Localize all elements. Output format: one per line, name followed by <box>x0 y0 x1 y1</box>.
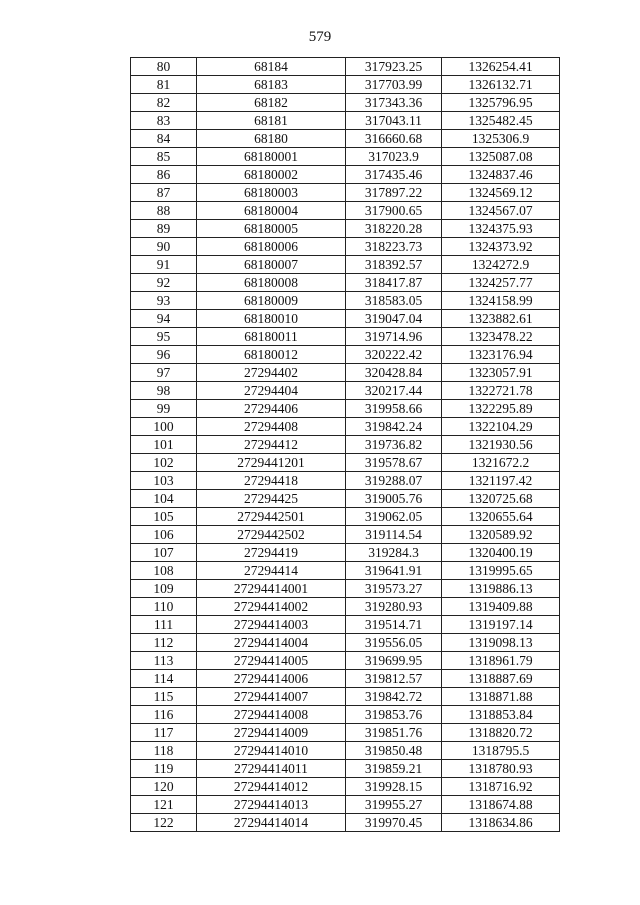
point-id-cell: 68181 <box>197 112 346 130</box>
y-coordinate-cell: 1318795.5 <box>442 742 560 760</box>
row-number-cell: 84 <box>131 130 197 148</box>
table-row <box>131 670 560 688</box>
point-id-cell: 27294414003 <box>197 616 346 634</box>
table-row <box>131 400 560 418</box>
y-coordinate-cell: 1319995.65 <box>442 562 560 580</box>
row-number-cell: 102 <box>131 454 197 472</box>
point-id-cell: 68182 <box>197 94 346 112</box>
row-number-cell: 99 <box>131 400 197 418</box>
x-coordinate-cell: 320217.44 <box>346 382 442 400</box>
y-coordinate-cell: 1324272.9 <box>442 256 560 274</box>
x-coordinate-cell: 319842.72 <box>346 688 442 706</box>
table-row <box>131 490 560 508</box>
y-coordinate-cell: 1321930.56 <box>442 436 560 454</box>
y-coordinate-cell: 1320725.68 <box>442 490 560 508</box>
x-coordinate-cell: 317023.9 <box>346 148 442 166</box>
point-id-cell: 68180006 <box>197 238 346 256</box>
table-row <box>131 184 560 202</box>
point-id-cell: 68180001 <box>197 148 346 166</box>
y-coordinate-cell: 1319098.13 <box>442 634 560 652</box>
table-row <box>131 328 560 346</box>
point-id-cell: 27294406 <box>197 400 346 418</box>
table-row <box>131 472 560 490</box>
x-coordinate-cell: 319736.82 <box>346 436 442 454</box>
x-coordinate-cell: 319859.21 <box>346 760 442 778</box>
table-row <box>131 382 560 400</box>
point-id-cell: 27294414012 <box>197 778 346 796</box>
table-row <box>131 58 560 76</box>
y-coordinate-cell: 1318853.84 <box>442 706 560 724</box>
y-coordinate-cell: 1323176.94 <box>442 346 560 364</box>
x-coordinate-cell: 317897.22 <box>346 184 442 202</box>
table-row <box>131 112 560 130</box>
point-id-cell: 27294414009 <box>197 724 346 742</box>
point-id-cell: 27294419 <box>197 544 346 562</box>
row-number-cell: 92 <box>131 274 197 292</box>
table-row <box>131 256 560 274</box>
row-number-cell: 96 <box>131 346 197 364</box>
point-id-cell: 27294402 <box>197 364 346 382</box>
x-coordinate-cell: 319955.27 <box>346 796 442 814</box>
table-row <box>131 562 560 580</box>
y-coordinate-cell: 1325306.9 <box>442 130 560 148</box>
row-number-cell: 98 <box>131 382 197 400</box>
point-id-cell: 27294414011 <box>197 760 346 778</box>
point-id-cell: 27294414005 <box>197 652 346 670</box>
x-coordinate-cell: 319714.96 <box>346 328 442 346</box>
point-id-cell: 27294425 <box>197 490 346 508</box>
page-number: 579 <box>308 29 332 45</box>
point-id-cell: 27294414008 <box>197 706 346 724</box>
row-number-cell: 90 <box>131 238 197 256</box>
row-number-cell: 105 <box>131 508 197 526</box>
point-id-cell: 68180011 <box>197 328 346 346</box>
point-id-cell: 27294414 <box>197 562 346 580</box>
row-number-cell: 93 <box>131 292 197 310</box>
y-coordinate-cell: 1324375.93 <box>442 220 560 238</box>
x-coordinate-cell: 319556.05 <box>346 634 442 652</box>
x-coordinate-cell: 318417.87 <box>346 274 442 292</box>
point-id-cell: 68184 <box>197 58 346 76</box>
y-coordinate-cell: 1319409.88 <box>442 598 560 616</box>
point-id-cell: 68180 <box>197 130 346 148</box>
y-coordinate-cell: 1326132.71 <box>442 76 560 94</box>
row-number-cell: 101 <box>131 436 197 454</box>
x-coordinate-cell: 317923.25 <box>346 58 442 76</box>
x-coordinate-cell: 318220.28 <box>346 220 442 238</box>
point-id-cell: 27294414002 <box>197 598 346 616</box>
y-coordinate-cell: 1326254.41 <box>442 58 560 76</box>
x-coordinate-cell: 316660.68 <box>346 130 442 148</box>
row-number-cell: 100 <box>131 418 197 436</box>
row-number-cell: 118 <box>131 742 197 760</box>
point-id-cell: 27294412 <box>197 436 346 454</box>
table-row <box>131 706 560 724</box>
table-row <box>131 526 560 544</box>
row-number-cell: 122 <box>131 814 197 832</box>
table-row <box>131 202 560 220</box>
x-coordinate-cell: 319812.57 <box>346 670 442 688</box>
table-row <box>131 418 560 436</box>
y-coordinate-cell: 1319197.14 <box>442 616 560 634</box>
y-coordinate-cell: 1324257.77 <box>442 274 560 292</box>
x-coordinate-cell: 319280.93 <box>346 598 442 616</box>
point-id-cell: 68183 <box>197 76 346 94</box>
point-id-cell: 27294414006 <box>197 670 346 688</box>
y-coordinate-cell: 1318871.88 <box>442 688 560 706</box>
y-coordinate-cell: 1321197.42 <box>442 472 560 490</box>
row-number-cell: 114 <box>131 670 197 688</box>
x-coordinate-cell: 319850.48 <box>346 742 442 760</box>
point-id-cell: 2729442501 <box>197 508 346 526</box>
point-id-cell: 68180009 <box>197 292 346 310</box>
x-coordinate-cell: 317343.36 <box>346 94 442 112</box>
table-row <box>131 508 560 526</box>
coordinates-table-body <box>131 58 560 832</box>
x-coordinate-cell: 318392.57 <box>346 256 442 274</box>
row-number-cell: 111 <box>131 616 197 634</box>
coordinates-table <box>130 57 560 832</box>
point-id-cell: 68180012 <box>197 346 346 364</box>
y-coordinate-cell: 1322104.29 <box>442 418 560 436</box>
y-coordinate-cell: 1323882.61 <box>442 310 560 328</box>
point-id-cell: 27294414013 <box>197 796 346 814</box>
table-row <box>131 94 560 112</box>
point-id-cell: 68180005 <box>197 220 346 238</box>
row-number-cell: 87 <box>131 184 197 202</box>
table-row <box>131 724 560 742</box>
x-coordinate-cell: 319047.04 <box>346 310 442 328</box>
row-number-cell: 104 <box>131 490 197 508</box>
x-coordinate-cell: 319578.67 <box>346 454 442 472</box>
x-coordinate-cell: 317043.11 <box>346 112 442 130</box>
table-row <box>131 796 560 814</box>
table-row <box>131 346 560 364</box>
y-coordinate-cell: 1325482.45 <box>442 112 560 130</box>
x-coordinate-cell: 319970.45 <box>346 814 442 832</box>
row-number-cell: 82 <box>131 94 197 112</box>
point-id-cell: 2729441201 <box>197 454 346 472</box>
point-id-cell: 27294414010 <box>197 742 346 760</box>
row-number-cell: 94 <box>131 310 197 328</box>
y-coordinate-cell: 1324567.07 <box>442 202 560 220</box>
point-id-cell: 27294418 <box>197 472 346 490</box>
table-row <box>131 580 560 598</box>
row-number-cell: 112 <box>131 634 197 652</box>
x-coordinate-cell: 319853.76 <box>346 706 442 724</box>
point-id-cell: 27294414001 <box>197 580 346 598</box>
x-coordinate-cell: 319699.95 <box>346 652 442 670</box>
table-row <box>131 814 560 832</box>
x-coordinate-cell: 319928.15 <box>346 778 442 796</box>
point-id-cell: 68180010 <box>197 310 346 328</box>
table-row <box>131 220 560 238</box>
y-coordinate-cell: 1324837.46 <box>442 166 560 184</box>
row-number-cell: 106 <box>131 526 197 544</box>
table-row <box>131 364 560 382</box>
table-row <box>131 292 560 310</box>
y-coordinate-cell: 1318780.93 <box>442 760 560 778</box>
row-number-cell: 95 <box>131 328 197 346</box>
table-row <box>131 148 560 166</box>
table-row <box>131 310 560 328</box>
x-coordinate-cell: 319958.66 <box>346 400 442 418</box>
table-row <box>131 544 560 562</box>
x-coordinate-cell: 319514.71 <box>346 616 442 634</box>
y-coordinate-cell: 1325087.08 <box>442 148 560 166</box>
x-coordinate-cell: 318223.73 <box>346 238 442 256</box>
x-coordinate-cell: 318583.05 <box>346 292 442 310</box>
y-coordinate-cell: 1324158.99 <box>442 292 560 310</box>
x-coordinate-cell: 319842.24 <box>346 418 442 436</box>
table-row <box>131 454 560 472</box>
table-row <box>131 760 560 778</box>
row-number-cell: 97 <box>131 364 197 382</box>
y-coordinate-cell: 1325796.95 <box>442 94 560 112</box>
row-number-cell: 83 <box>131 112 197 130</box>
point-id-cell: 68180004 <box>197 202 346 220</box>
row-number-cell: 108 <box>131 562 197 580</box>
table-row <box>131 616 560 634</box>
x-coordinate-cell: 319114.54 <box>346 526 442 544</box>
x-coordinate-cell: 317435.46 <box>346 166 442 184</box>
y-coordinate-cell: 1320655.64 <box>442 508 560 526</box>
point-id-cell: 68180003 <box>197 184 346 202</box>
x-coordinate-cell: 319284.3 <box>346 544 442 562</box>
y-coordinate-cell: 1321672.2 <box>442 454 560 472</box>
x-coordinate-cell: 320222.42 <box>346 346 442 364</box>
y-coordinate-cell: 1323478.22 <box>442 328 560 346</box>
table-row <box>131 238 560 256</box>
table-row <box>131 598 560 616</box>
x-coordinate-cell: 319573.27 <box>346 580 442 598</box>
x-coordinate-cell: 317703.99 <box>346 76 442 94</box>
row-number-cell: 88 <box>131 202 197 220</box>
x-coordinate-cell: 319641.91 <box>346 562 442 580</box>
row-number-cell: 103 <box>131 472 197 490</box>
point-id-cell: 27294408 <box>197 418 346 436</box>
row-number-cell: 115 <box>131 688 197 706</box>
y-coordinate-cell: 1322295.89 <box>442 400 560 418</box>
x-coordinate-cell: 317900.65 <box>346 202 442 220</box>
row-number-cell: 86 <box>131 166 197 184</box>
y-coordinate-cell: 1318716.92 <box>442 778 560 796</box>
y-coordinate-cell: 1323057.91 <box>442 364 560 382</box>
y-coordinate-cell: 1320589.92 <box>442 526 560 544</box>
y-coordinate-cell: 1320400.19 <box>442 544 560 562</box>
row-number-cell: 107 <box>131 544 197 562</box>
row-number-cell: 117 <box>131 724 197 742</box>
y-coordinate-cell: 1318820.72 <box>442 724 560 742</box>
point-id-cell: 68180008 <box>197 274 346 292</box>
table-row <box>131 688 560 706</box>
table-row <box>131 652 560 670</box>
y-coordinate-cell: 1324569.12 <box>442 184 560 202</box>
point-id-cell: 2729442502 <box>197 526 346 544</box>
y-coordinate-cell: 1319886.13 <box>442 580 560 598</box>
row-number-cell: 109 <box>131 580 197 598</box>
point-id-cell: 27294404 <box>197 382 346 400</box>
row-number-cell: 91 <box>131 256 197 274</box>
x-coordinate-cell: 319062.05 <box>346 508 442 526</box>
point-id-cell: 27294414004 <box>197 634 346 652</box>
table-row <box>131 130 560 148</box>
point-id-cell: 27294414007 <box>197 688 346 706</box>
point-id-cell: 27294414014 <box>197 814 346 832</box>
y-coordinate-cell: 1324373.92 <box>442 238 560 256</box>
y-coordinate-cell: 1318887.69 <box>442 670 560 688</box>
table-row <box>131 634 560 652</box>
table-row <box>131 778 560 796</box>
row-number-cell: 89 <box>131 220 197 238</box>
row-number-cell: 121 <box>131 796 197 814</box>
point-id-cell: 68180007 <box>197 256 346 274</box>
row-number-cell: 113 <box>131 652 197 670</box>
table-row <box>131 166 560 184</box>
row-number-cell: 81 <box>131 76 197 94</box>
y-coordinate-cell: 1318634.86 <box>442 814 560 832</box>
table-row <box>131 436 560 454</box>
row-number-cell: 80 <box>131 58 197 76</box>
x-coordinate-cell: 319005.76 <box>346 490 442 508</box>
row-number-cell: 85 <box>131 148 197 166</box>
table-row <box>131 76 560 94</box>
row-number-cell: 116 <box>131 706 197 724</box>
row-number-cell: 120 <box>131 778 197 796</box>
table-row <box>131 742 560 760</box>
x-coordinate-cell: 319851.76 <box>346 724 442 742</box>
x-coordinate-cell: 319288.07 <box>346 472 442 490</box>
y-coordinate-cell: 1318961.79 <box>442 652 560 670</box>
point-id-cell: 68180002 <box>197 166 346 184</box>
table-row <box>131 274 560 292</box>
row-number-cell: 119 <box>131 760 197 778</box>
y-coordinate-cell: 1322721.78 <box>442 382 560 400</box>
y-coordinate-cell: 1318674.88 <box>442 796 560 814</box>
row-number-cell: 110 <box>131 598 197 616</box>
x-coordinate-cell: 320428.84 <box>346 364 442 382</box>
